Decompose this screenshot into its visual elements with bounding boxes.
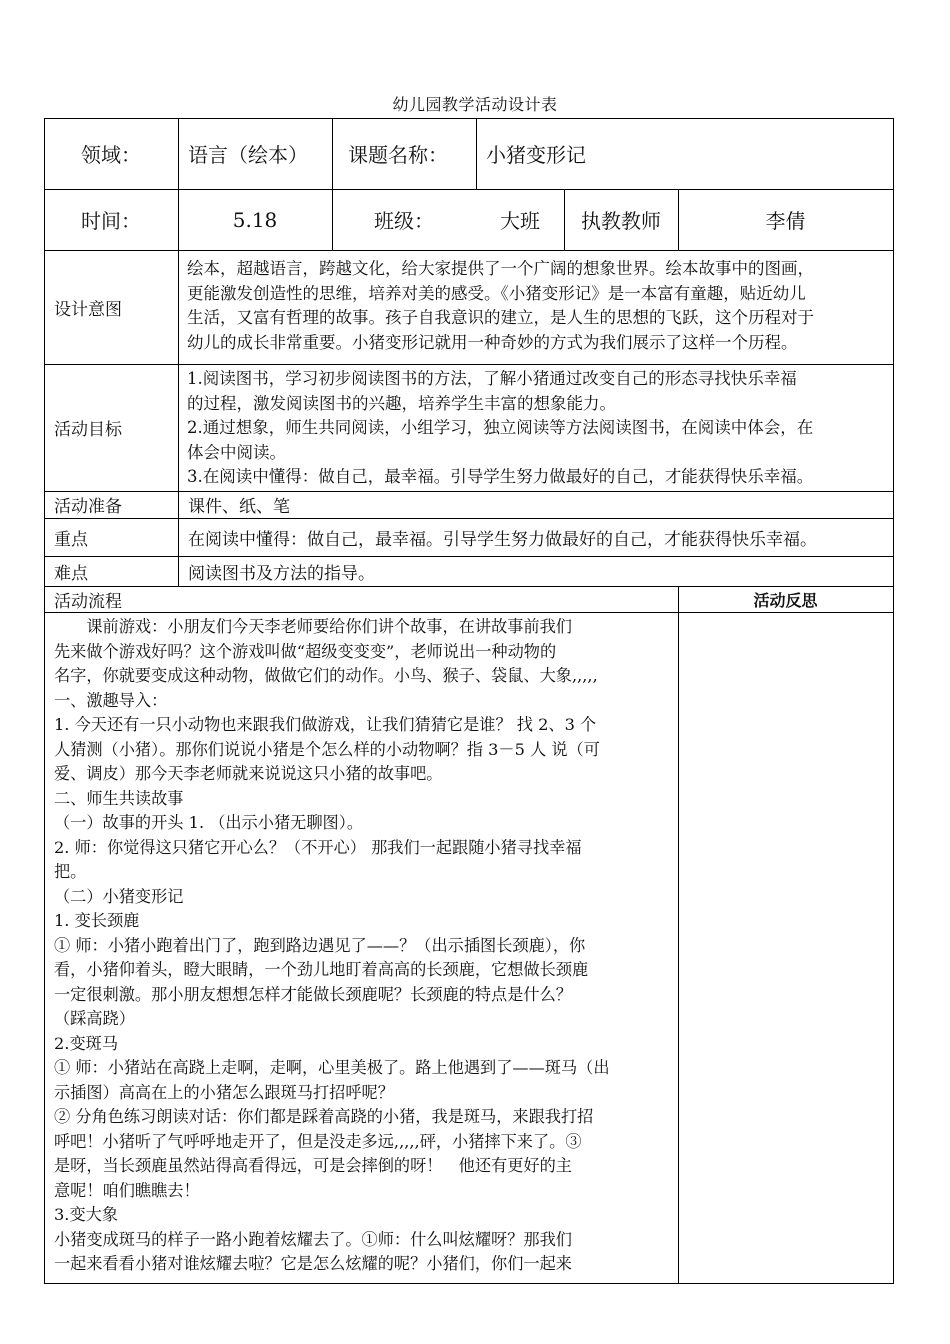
reflection-header: 活动反思 (753, 590, 818, 610)
intent-text (187, 257, 887, 355)
goals-text (187, 367, 887, 490)
prep-value: 课件、纸、笔 (188, 497, 290, 517)
class-label: 班级： (374, 209, 434, 233)
key-label: 重点 (54, 529, 88, 550)
flow-line: 2.变斑马 (54, 1033, 119, 1053)
intent-line: 生活，又富有哲理的故事。孩子自我意识的建立，是人生的思想的飞跃，这个历程对于 (187, 308, 814, 327)
flow-line: 一、激趣导入： (54, 690, 168, 710)
flow-line: 二、师生共读故事 (54, 788, 184, 808)
time-value: 5.18 (232, 207, 278, 232)
flow-line: 1. 今天还有一只小动物也来跟我们做游戏，让我们猜猜它是谁？ 找 2、3 个 (54, 715, 597, 734)
document-title: 幼儿园教学活动设计表 (392, 95, 558, 114)
flow-line: 课前游戏：小朋友们今天李老师要给你们讲个故事，在讲故事前我们 (54, 617, 572, 636)
intent-line: 绘本，超越语言，跨越文化，给大家提供了一个广阔的想象世界。绘本故事中的图画， (187, 259, 814, 278)
class-value: 大班 (500, 209, 540, 233)
flow-line: 爱、调皮）那今天李老师就来说说这只小猪的故事吧。 (54, 764, 443, 783)
teacher-label: 执教教师 (581, 209, 661, 233)
flow-line: 1. 变长颈鹿 (54, 911, 140, 930)
intent-label: 设计意图 (54, 299, 122, 320)
domain-label: 领域： (81, 143, 141, 167)
flow-content (54, 615, 672, 1277)
flow-line: 2. 师：你觉得这只猪它开心么？（不开心） 那我们一起跟随小猪寻找幸福 (54, 837, 582, 857)
flow-line: 3.变大象 (54, 1205, 119, 1224)
intent-line: 幼儿的成长非常重要。小猪变形记就用一种奇妙的方式为我们展示了这样一个历程。 (187, 332, 798, 352)
goal-line: 3.在阅读中懂得：做自己，最幸福。引导学生努力做最好的自己，才能获得快乐幸福。 (187, 467, 814, 486)
topic-label: 课题名称： (348, 143, 448, 167)
goal-line: 体会中阅读。 (187, 442, 286, 462)
flow-line: 意呢！咱们瞧瞧去！ (54, 1180, 200, 1200)
domain-value: 语言（绘本） (188, 143, 308, 167)
topic-value: 小猪变形记 (486, 143, 586, 167)
goal-line: 的过程，激发阅读图书的兴趣，培养学生丰富的想象能力。 (187, 393, 616, 413)
flow-line: （踩高跷） (54, 1009, 135, 1028)
flow-line: 示插图）高高在上的小猪怎么跟斑马打招呼呢？ (54, 1082, 394, 1102)
goal-line: 2.通过想象，师生共同阅读，小组学习，独立阅读等方法阅读图书，在阅读中体会，在 (187, 418, 814, 437)
teacher-value: 李倩 (765, 209, 806, 233)
flow-line: 人猜测（小猪）。那你们说说小猪是个怎么样的小动物啊？指 3－5 人 说（可 (54, 739, 600, 759)
flow-line: ② 分角色练习朗读对话：你们都是踩着高跷的小猪，我是斑马，来跟我打招 (54, 1107, 594, 1126)
flow-header: 活动流程 (54, 591, 122, 612)
intent-line: 更能激发创造性的思维，培养对美的感受。《小猪变形记》是一本富有童趣，贴近幼儿 (187, 283, 806, 303)
flow-line: 一起来看看小猪对谁炫耀去啦？它是怎么炫耀的呢？小猪们，你们一起来 (54, 1254, 572, 1273)
goal-line: 1.阅读图书，学习初步阅读图书的方法，了解小猪通过改变自己的形态寻找快乐幸福 (187, 369, 797, 388)
difficulty-value: 阅读图书及方法的指导。 (188, 563, 375, 584)
difficulty-label: 难点 (54, 563, 88, 584)
flow-line: 呼吧！小猪听了气呼呼地走开了，但是没走多远,,,,,砰，小猪摔下来了。③ (54, 1131, 582, 1151)
flow-line: （二）小猪变形记 (54, 886, 184, 906)
prep-label: 活动准备 (54, 497, 122, 517)
flow-line: 先来做个游戏好吗？这个游戏叫做“超级变变变”，老师说出一种动物的 (54, 641, 557, 661)
goals-label: 活动目标 (54, 420, 122, 440)
reflection-cell (678, 612, 893, 1283)
flow-line: ① 师：小猪站在高跷上走啊，走啊，心里美极了。路上他遇到了——斑马（出 (54, 1058, 610, 1077)
flow-line: （一）故事的开头 1. （出示小猪无聊图）。 (54, 813, 364, 832)
flow-line: 名字，你就要变成这种动物，做做它们的动作。小鸟、猴子、袋鼠、大象,,,,, (54, 666, 598, 685)
flow-line: ① 师：小猪小跑着出门了，跑到路边遇见了——？（出示插图长颈鹿），你 (54, 935, 586, 955)
flow-line: 是呀，当长颈鹿虽然站得高看得远，可是会摔倒的呀！ 他还有更好的主 (54, 1156, 572, 1175)
flow-line: 小猪变成斑马的样子一路小跑着炫耀去了。①师：什么叫炫耀呀？那我们 (54, 1229, 572, 1249)
flow-line: 一定很刺激。那小朋友想想怎样才能做长颈鹿呢？长颈鹿的特点是什么？ (54, 984, 572, 1004)
flow-line: 看，小猪仰着头，瞪大眼睛，一个劲儿地盯着高高的长颈鹿，它想做长颈鹿 (54, 960, 589, 979)
design-table (44, 118, 894, 1284)
time-label: 时间： (81, 209, 141, 233)
flow-line: 把。 (54, 862, 87, 881)
key-value: 在阅读中懂得：做自己，最幸福。引导学生努力做最好的自己，才能获得快乐幸福。 (188, 529, 817, 550)
